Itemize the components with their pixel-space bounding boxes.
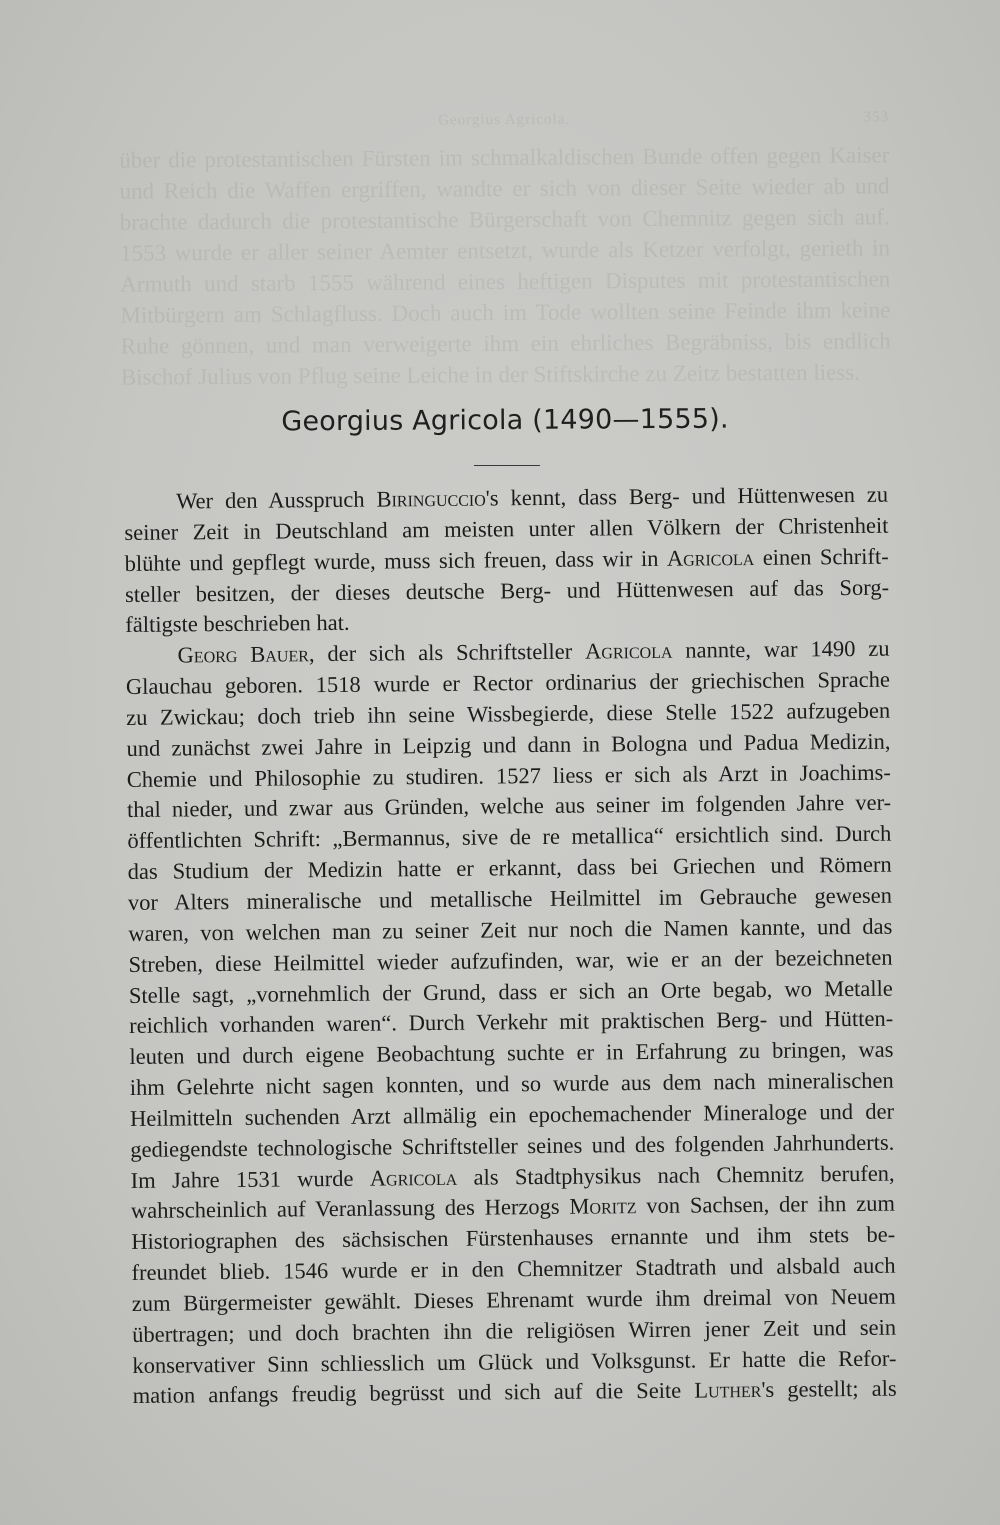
text-segment: 's kennt, dass Berg- und Hüttenwesen zu — [485, 481, 889, 511]
text-segment: als Stadtphysikus nach Chemnitz berufen, — [457, 1160, 895, 1190]
small-caps-name: Georg Bauer — [177, 641, 309, 668]
title-rule — [474, 465, 540, 466]
text-segment: seiner Zeit in Deutschland am meisten unter allen Völkern der Christenheit — [124, 512, 889, 545]
show-through-running-head — [119, 102, 889, 138]
text-segment: vor Alters mineralische und metallische Heilmittel im Gebrauche gewesen — [127, 882, 893, 915]
text-segment: reichlich vorhanden waren“. Durch Verkehr mit praktischen Berg- und Hütten- — [129, 1005, 894, 1039]
text-segment: , der sich als Schriftsteller — [308, 638, 586, 667]
body-text — [124, 480, 897, 1413]
text-segment: konservativer Sinn schliesslich um Glück und Volksgunst. Er hatte die Refor- — [132, 1345, 897, 1378]
text-segment: blühte und gepflegt wurde, muss sich freuen, dass wir in — [124, 545, 668, 576]
text-segment: Wer den Ausspruch — [176, 486, 377, 514]
text-segment: gediegendste technologische Schriftsteller seines und des folgenden Jahrhunderts. — [130, 1129, 895, 1162]
text-segment: Historiographen des sächsischen Fürstenhauses ernannte und ihm stets be- — [131, 1221, 896, 1255]
small-caps-name: Biringuccio — [376, 485, 486, 512]
text-segment: waren, von welchen man zu seiner Zeit nur noch die Namen kannte, und das — [128, 913, 893, 946]
text-segment: 's gestellt; als — [761, 1376, 897, 1403]
small-caps-name: Moritz — [569, 1193, 637, 1220]
text-segment: Heilmitteln suchenden Arzt allmälig ein epochemachender Mineraloge und der — [129, 1098, 895, 1131]
text-segment: Glauchau geboren. 1518 wurde er Rector ordinarius der griechischen Sprache — [125, 666, 891, 700]
text-line — [133, 1374, 897, 1412]
text-segment: übertragen; und doch brachten ihn die religiösen Wirren jener Zeit und sein — [132, 1314, 897, 1347]
show-through-text — [119, 102, 891, 392]
text-segment: freundet blieb. 1546 wurde er in den Chemnitzer Stadtrath und alsbald auch — [131, 1252, 896, 1286]
text-segment: und zunächst zwei Jahre in Leipzig und dann in Bologna und Padua Medizin, — [126, 728, 891, 761]
text-segment: zu Zwickau; doch trieb ihn seine Wissbegierde, diese Stelle 1522 aufzugeben — [126, 697, 891, 730]
text-segment: wahrscheinlich auf Veranlassung des Herzogs — [130, 1194, 570, 1224]
show-through-running-head-text: Georgius Agricola. — [438, 111, 571, 129]
text-segment: steller besitzen, der dieses deutsche Berg- und Hüttenwesen auf das Sorg- — [124, 574, 890, 607]
text-segment: Chemie und Philosophie zu studiren. 1527 liess er sich als Arzt in Joachims- — [126, 759, 891, 792]
text-segment: nannte, war 1490 zu — [672, 635, 890, 663]
text-segment: einen Schrift- — [754, 543, 889, 570]
show-through-body: über die protestantischen Fürsten im schmalkaldischen Bunde offen gegen Kaiser und Reich die Waffen ergriffen, wandte er sich von dieser Seite wieder ab und brachte dadurch die protestantische Bürgerschaft von Chemnitz gegen sich auf. 1553 wurde er aller seiner Aemter entsetzt, wurde als Ketzer verfolgt, gerieth in Armuth und starb 1555 während eines heftigen Disputes mit protestantischen Mitbürgern am Schlagfluss. Doch auch im Tode wollten seine Feinde ihm keine Ruhe gönnen, und man verweigerte ihm ein ehrliches Begräbniss, bis endlich Bischof Julius von Pflug seine Leiche in der Stiftskirche zu Zeitz bestatten liess. — [119, 142, 891, 390]
text-segment: Streben, diese Heilmittel wieder aufzufinden, war, wie er an der bezeichneten — [128, 944, 893, 977]
text-segment: Stelle sagt, „vornehmlich der Grund, dass er sich an Orte begab, wo Metalle — [128, 975, 893, 1008]
text-segment: von Sachsen, der ihn zum — [636, 1191, 896, 1219]
text-segment: thal nieder, und zwar aus Gründen, welche aus seiner im folgenden Jahre ver- — [126, 790, 892, 823]
text-segment: das Studium der Medizin hatte er erkannt, dass bei Griechen und Römern — [127, 851, 892, 885]
text-segment: zum Bürgermeister gewählt. Dieses Ehrenamt wurde ihm dreimal von Neuem — [131, 1283, 896, 1316]
text-segment: Im Jahre 1531 wurde — [130, 1165, 370, 1193]
text-segment: leuten und durch eigene Beobachtung suchte er in Erfahrung zu bringen, was — [129, 1036, 894, 1070]
text-segment: mation anfangs freudig begrüsst und sich auf die Seite — [132, 1378, 695, 1409]
small-caps-name: Luther — [694, 1377, 762, 1404]
small-caps-name: Agricola — [666, 544, 755, 571]
page-title: Georgius Agricola (1490—1555). — [281, 403, 729, 438]
small-caps-name: Agricola — [584, 637, 673, 664]
show-through-page-number: 353 — [863, 109, 890, 126]
text-segment: fältigste beschrieben hat. — [125, 610, 350, 638]
text-segment: ihm Gelehrte nicht sagen konnten, und so wurde aus dem nach mineralischen — [129, 1067, 894, 1101]
small-caps-name: Agricola — [369, 1164, 458, 1191]
text-segment: öffentlichten Schrift: „Bermannus, sive de re metallica“ ersichtlich sind. Durch — [127, 820, 892, 854]
